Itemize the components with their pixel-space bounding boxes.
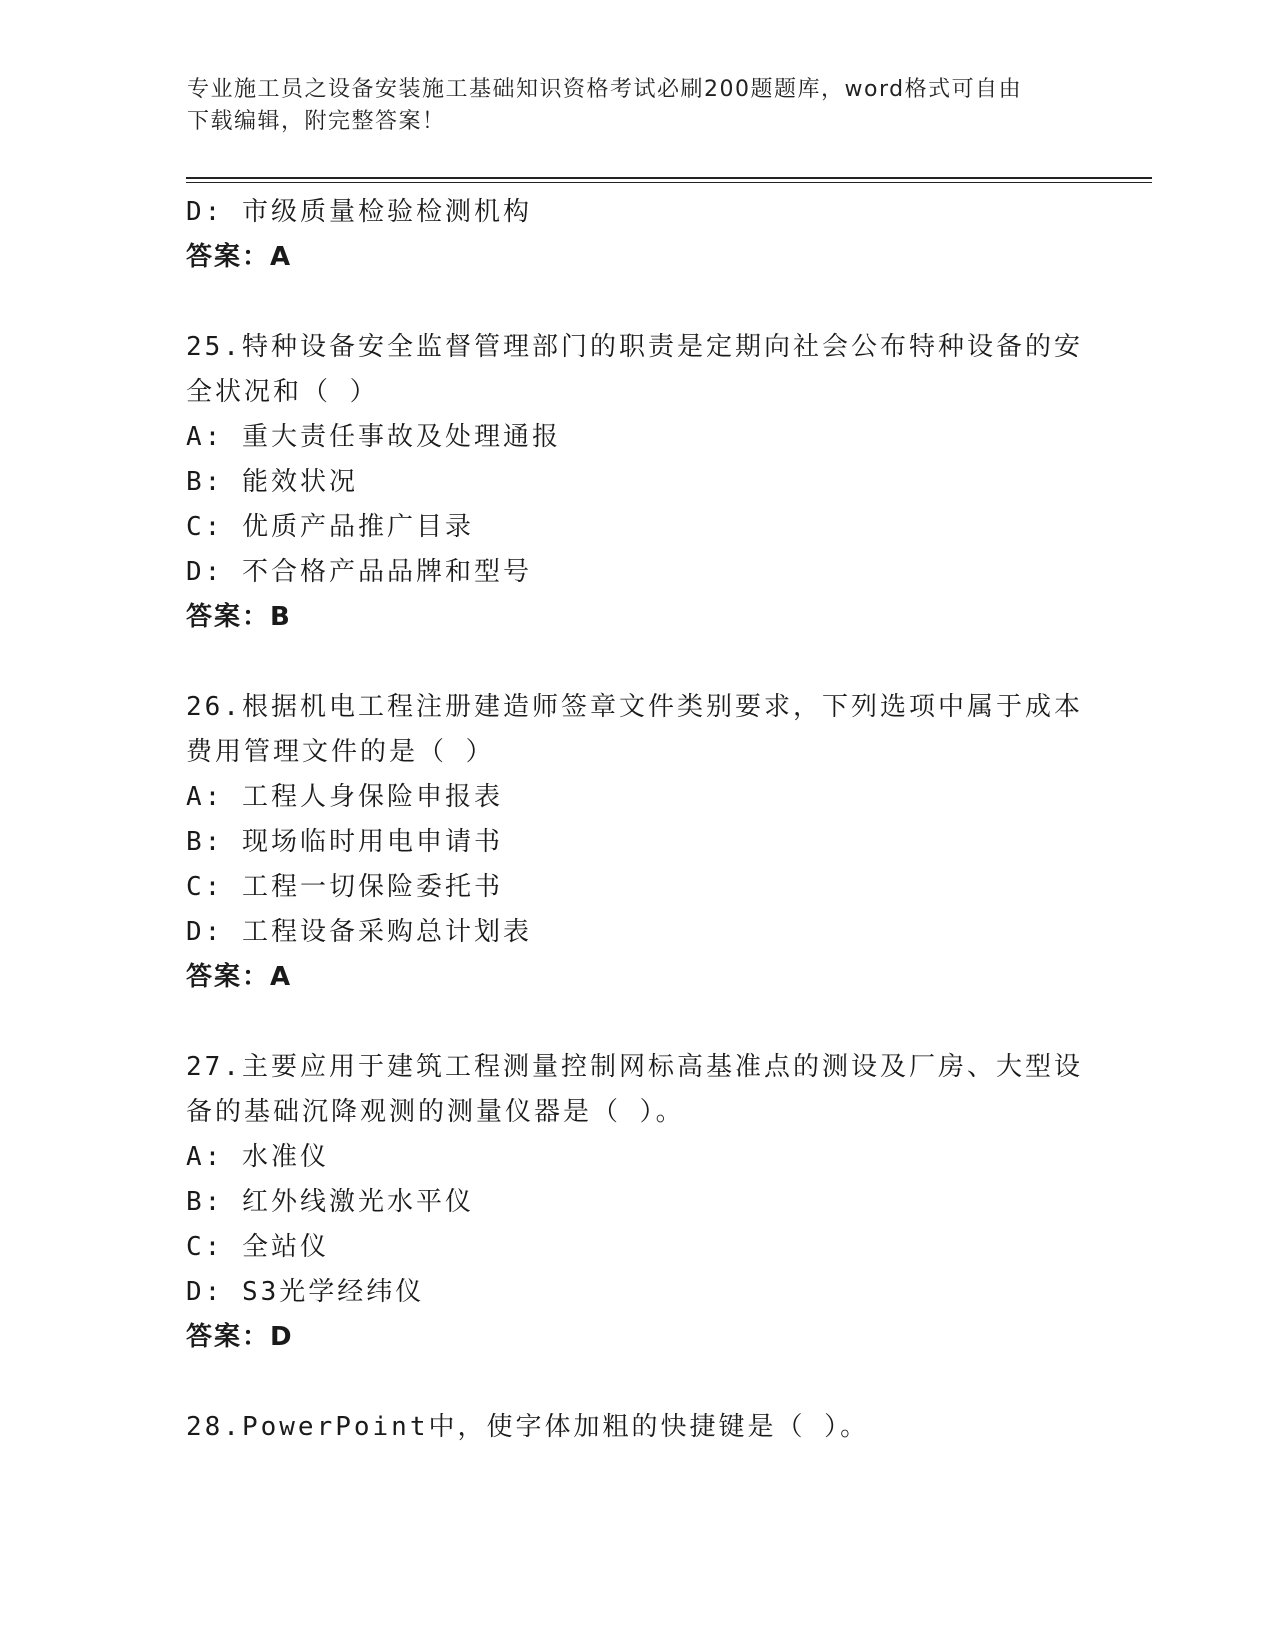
option-c: C: 全站仪 xyxy=(186,1232,329,1262)
option-c: C: 工程一切保险委托书 xyxy=(186,872,503,902)
option-b: B: 能效状况 xyxy=(186,467,358,497)
question-stem: 27.主要应用于建筑工程测量控制网标高基准点的测设及厂房、大型设 xyxy=(186,1052,1083,1082)
answer: 答案：B xyxy=(186,602,292,632)
header-line-1: 专业施工员之设备安装施工基础知识资格考试必刷200题题库，word格式可自由 xyxy=(187,77,1023,102)
spacer xyxy=(186,1360,1086,1405)
header-line-2: 下载编辑，附完整答案！ xyxy=(187,109,446,134)
answer: 答案：A xyxy=(186,962,293,992)
option-b: B: 现场临时用电申请书 xyxy=(186,827,503,857)
option-d: D: S3光学经纬仪 xyxy=(186,1277,425,1307)
option-a: A: 工程人身保险申报表 xyxy=(186,782,503,812)
question-26 xyxy=(186,685,1086,1000)
header-divider-thick xyxy=(186,177,1152,179)
question-content xyxy=(186,190,1086,1450)
answer: 答案：A xyxy=(186,242,293,272)
option-b: B: 红外线激光水平仪 xyxy=(186,1187,474,1217)
option-d: D: 工程设备采购总计划表 xyxy=(186,917,532,947)
answer: 答案：D xyxy=(186,1322,294,1352)
header-divider-thin xyxy=(186,182,1152,183)
spacer xyxy=(186,1000,1086,1045)
option-d: D: 市级质量检验检测机构 xyxy=(186,197,532,227)
question-stem: 全状况和（ ） xyxy=(186,377,379,407)
question-stem: 25.特种设备安全监督管理部门的职责是定期向社会公布特种设备的安 xyxy=(186,332,1083,362)
question-stem: 费用管理文件的是（ ） xyxy=(186,737,495,767)
question-stem: 28.PowerPoint中，使字体加粗的快捷键是（ ）。 xyxy=(186,1412,870,1442)
spacer xyxy=(186,280,1086,325)
question-stem: 26.根据机电工程注册建造师签章文件类别要求，下列选项中属于成本 xyxy=(186,692,1083,722)
spacer xyxy=(186,640,1086,685)
question-25 xyxy=(186,325,1086,640)
option-c: C: 优质产品推广目录 xyxy=(186,512,474,542)
question-27 xyxy=(186,1045,1086,1360)
question-28 xyxy=(186,1405,1086,1450)
question-stem: 备的基础沉降观测的测量仪器是（ ）。 xyxy=(186,1097,685,1127)
document-header xyxy=(187,74,1067,138)
option-a: A: 重大责任事故及处理通报 xyxy=(186,422,561,452)
option-a: A: 水准仪 xyxy=(186,1142,329,1172)
option-d: D: 不合格产品品牌和型号 xyxy=(186,557,532,587)
